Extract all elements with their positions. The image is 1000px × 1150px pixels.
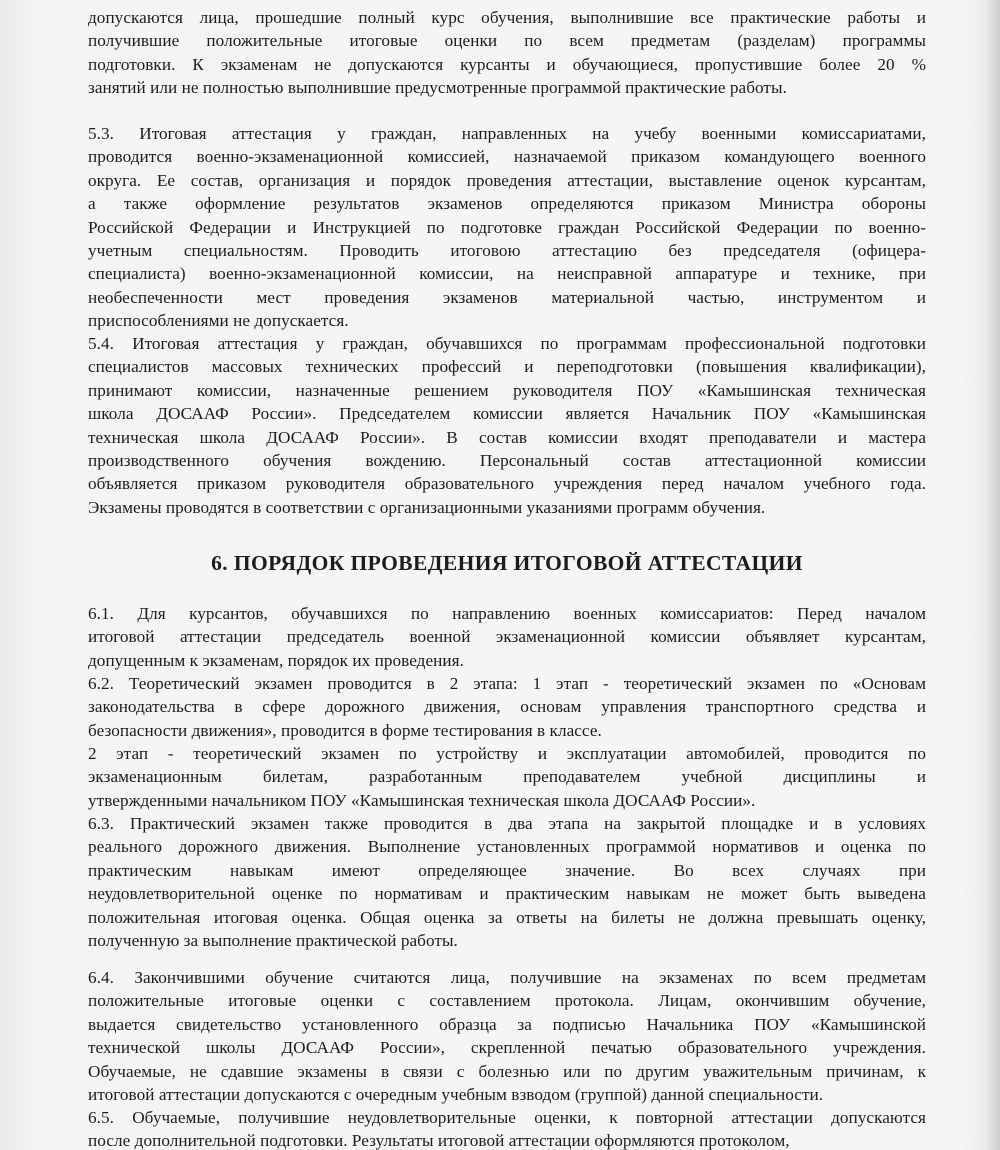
text-line: специалиста) военно-экзаменационной комиссии, на неисправной аппаратуре и технике, при <box>88 264 926 284</box>
text-line: после дополнительной подготовки. Результаты итоговой аттестации оформляются протоколом, <box>88 1131 790 1150</box>
paragraph-6-4 <box>88 966 926 1106</box>
text-line: производственного обучения вождению. Персональный состав аттестационной комиссии <box>88 451 926 471</box>
text-line: получившие положительные итоговые оценки по всем предметам (разделам) программы <box>88 31 926 51</box>
text-line: Российской Федерации и Инструкцией по подготовке граждан Российской Федерации по военно- <box>88 217 926 237</box>
text-line: итоговой аттестации допускаются с очередным учебным взводом (группой) данной специальности. <box>88 1085 824 1105</box>
paragraph-6-3 <box>88 812 926 952</box>
text-line: практическим навыкам имеют определяющее значение. Во всех случаях при <box>88 860 926 880</box>
text-line: 6.3. Практический экзамен также проводится в два этапа на закрытой площадке и в условиях <box>88 814 926 833</box>
text-line: допускаются лица, прошедшие полный курс обучения, выполнившие все практические работы и <box>88 8 926 27</box>
text-line: специалистов массовых технических профессий и переподготовки (повышения квалификации), <box>88 357 926 377</box>
text-line: положительная итоговая оценка. Общая оценка за ответы на билеты не должна превышать оценку, <box>88 907 926 927</box>
text-line: полученную за выполнение практической работы. <box>88 931 458 951</box>
text-line: учетным специальностям. Проводить итоговою аттестацию без председателя (офицера- <box>88 241 926 261</box>
text-line: экзаменационным билетам, разработанным преподавателем учебной дисциплины и <box>88 767 926 787</box>
text-line: законодательства в сфере дорожного движения, основам управления транспортного средства и <box>88 697 926 717</box>
page-edge-shadow <box>986 0 1000 1150</box>
text-line: безопасности движения», проводится в форме тестирования в классе. <box>88 720 602 740</box>
text-line: 6.2. Теоретический экзамен проводится в 2 этапа: 1 этап - теоретический экзамен по «Основам <box>88 674 926 693</box>
text-line: необеспеченности мест проведения экзаменов материальной частью, инструментом и <box>88 287 926 307</box>
text-line: 6.4. Закончившими обучение считаются лица, получившие на экзаменах по всем предметам <box>88 968 926 987</box>
text-line: допущенным к экзаменам, порядок их проведения. <box>88 650 464 670</box>
text-line: неудовлетворительной оценке по нормативам и практическим навыкам не может быть выведена <box>88 884 926 904</box>
section-heading-6: 6. ПОРЯДОК ПРОВЕДЕНИЯ ИТОГОВОЙ АТТЕСТАЦИИ <box>211 551 803 575</box>
text-line: 6.1. Для курсантов, обучавшихся по направлению военных комиссариатов: Перед началом <box>88 604 926 623</box>
text-line: Обучаемые, не сдавшие экзамены в связи с болезнью или по другим уважительным причинам, к <box>88 1061 926 1081</box>
text-line: занятий или не полностью выполнившие предусмотренные программой практические работы. <box>88 78 787 98</box>
paragraph-6-2-stage-2 <box>88 742 926 812</box>
text-line: положительные итоговые оценки с составлением протокола. Лицам, окончившим обучение, <box>88 991 926 1011</box>
text-line: выдается свидетельство установленного образца за подписью Начальника ПОУ «Камышинской <box>88 1014 926 1034</box>
paragraph-5-4 <box>88 332 926 519</box>
text-line: принимают комиссии, назначенные решением руководителя ПОУ «Камышинская техническая <box>88 380 926 400</box>
text-line: итоговой аттестации председатель военной экзаменационной комиссии объявляет курсантам, <box>88 627 926 647</box>
text-line: округа. Ее состав, организация и порядок проведения аттестации, выставление оценок курсантам, <box>88 170 926 190</box>
text-line: школа ДОСААФ России». Председателем комиссии является Начальник ПОУ «Камышинская <box>88 404 926 424</box>
text-line: подготовки. К экзаменам не допускаются курсанты и обучающиеся, пропустившие более 20 % <box>88 54 926 74</box>
paragraph-5-3 <box>88 122 926 333</box>
text-line: объявляется приказом руководителя образовательного учреждения перед началом учебного года. <box>88 474 926 494</box>
text-line: технической школы ДОСААФ России», скрепленной печатью образовательного учреждения. <box>88 1038 926 1058</box>
text-line: техническая школа ДОСААФ России». В состав комиссии входят преподаватели и мастера <box>88 427 926 447</box>
text-line: утвержденными начальником ПОУ «Камышинская техническая школа ДОСААФ России». <box>88 790 756 810</box>
text-line: 2 этап - теоретический экзамен по устройству и эксплуатации автомобилей, проводится по <box>88 744 926 763</box>
text-line: 5.4. Итоговая аттестация у граждан, обучавшихся по программам профессиональной подготовки <box>88 334 926 353</box>
paragraph-intro <box>88 6 926 100</box>
text-line: проводится военно-экзаменационной комиссией, назначаемой приказом командующего военного <box>88 147 926 167</box>
paragraph-6-2 <box>88 672 926 742</box>
text-line: 6.5. Обучаемые, получившие неудовлетворительные оценки, к повторной аттестации допускаются <box>88 1108 926 1127</box>
text-line: приспособлениями не допускается. <box>88 311 349 331</box>
text-line: а также оформление результатов экзаменов определяются приказом Министра обороны <box>88 194 926 214</box>
paragraph-6-1 <box>88 602 926 672</box>
text-line: реального дорожного движения. Выполнение установленных программой нормативов и оценка по <box>88 837 926 857</box>
text-line: 5.3. Итоговая аттестация у граждан, направленных на учебу военными комиссариатами, <box>88 124 926 143</box>
text-line: Экзамены проводятся в соответствии с организационными указаниями программ обучения. <box>88 497 766 517</box>
paragraph-6-5 <box>88 1106 926 1150</box>
